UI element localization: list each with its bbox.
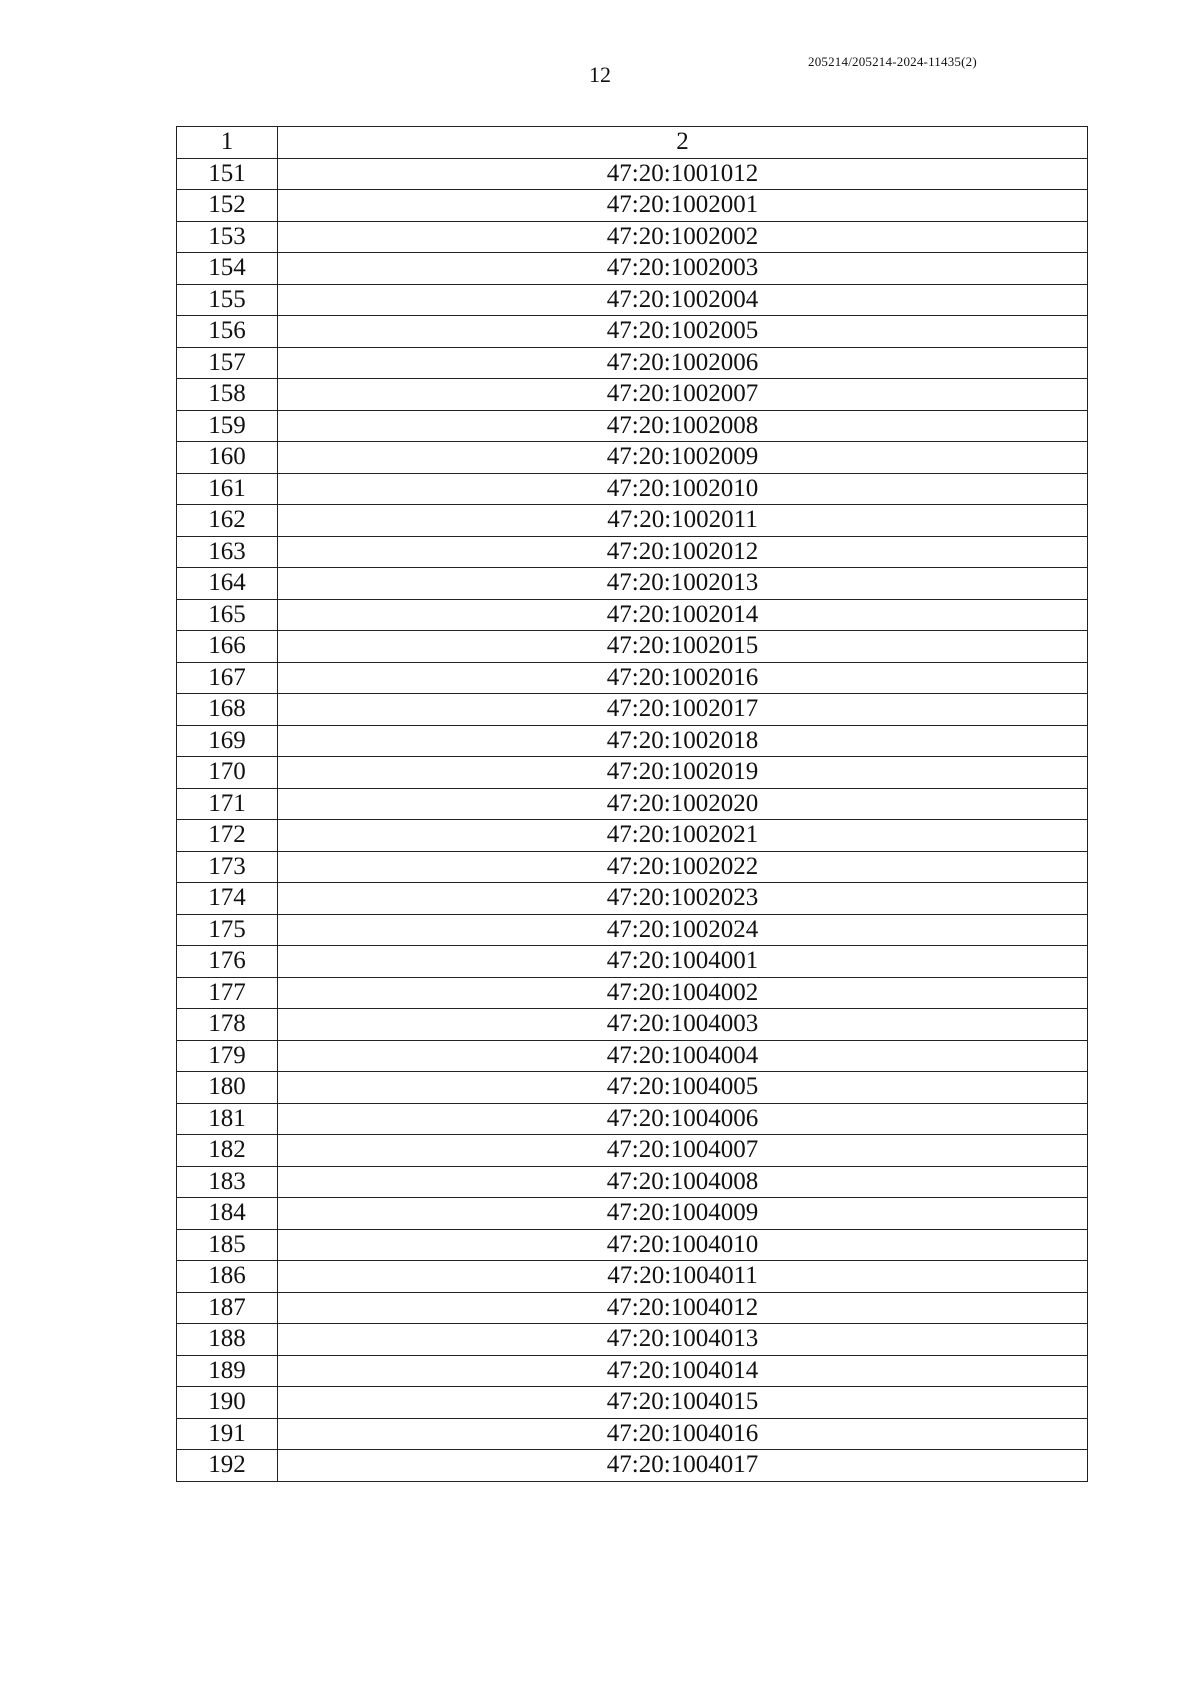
row-number-cell: 170 xyxy=(177,757,278,789)
table-row xyxy=(177,316,1088,348)
cadastral-number-cell: 47:20:1004017 xyxy=(278,1450,1088,1482)
cadastral-number-cell: 47:20:1002005 xyxy=(278,316,1088,348)
table-row xyxy=(177,379,1088,411)
cadastral-number-cell: 47:20:1004004 xyxy=(278,1040,1088,1072)
cadastral-number-cell: 47:20:1002003 xyxy=(278,253,1088,285)
row-number-cell: 167 xyxy=(177,662,278,694)
table-row xyxy=(177,442,1088,474)
cadastral-number-cell: 47:20:1002014 xyxy=(278,599,1088,631)
table-row xyxy=(177,284,1088,316)
row-number-cell: 156 xyxy=(177,316,278,348)
cadastral-number-cell: 47:20:1002024 xyxy=(278,914,1088,946)
document-reference: 205214/205214-2024-11435(2) xyxy=(808,54,977,69)
row-number-cell: 173 xyxy=(177,851,278,883)
table-row xyxy=(177,1135,1088,1167)
row-number-cell: 187 xyxy=(177,1292,278,1324)
cadastral-number-cell: 47:20:1002001 xyxy=(278,190,1088,222)
row-number-cell: 174 xyxy=(177,883,278,915)
table-row xyxy=(177,1355,1088,1387)
cadastral-number-cell: 47:20:1004001 xyxy=(278,946,1088,978)
cadastral-number-cell: 47:20:1002010 xyxy=(278,473,1088,505)
table-row xyxy=(177,1387,1088,1419)
table-row xyxy=(177,851,1088,883)
row-number-cell: 162 xyxy=(177,505,278,537)
table-row xyxy=(177,190,1088,222)
cadastral-number-cell: 47:20:1002018 xyxy=(278,725,1088,757)
table-row xyxy=(177,347,1088,379)
row-number-cell: 169 xyxy=(177,725,278,757)
table-row xyxy=(177,410,1088,442)
column-header: 1 xyxy=(177,127,278,159)
row-number-cell: 180 xyxy=(177,1072,278,1104)
row-number-cell: 183 xyxy=(177,1166,278,1198)
table-row xyxy=(177,977,1088,1009)
row-number-cell: 185 xyxy=(177,1229,278,1261)
table-row xyxy=(177,599,1088,631)
cadastral-number-cell: 47:20:1002008 xyxy=(278,410,1088,442)
row-number-cell: 152 xyxy=(177,190,278,222)
table-row xyxy=(177,1198,1088,1230)
column-header: 2 xyxy=(278,127,1088,159)
row-number-cell: 160 xyxy=(177,442,278,474)
row-number-cell: 165 xyxy=(177,599,278,631)
cadastral-number-cell: 47:20:1002022 xyxy=(278,851,1088,883)
row-number-cell: 163 xyxy=(177,536,278,568)
row-number-cell: 182 xyxy=(177,1135,278,1167)
table-row xyxy=(177,914,1088,946)
cadastral-number-cell: 47:20:1004011 xyxy=(278,1261,1088,1293)
cadastral-number-cell: 47:20:1002021 xyxy=(278,820,1088,852)
cadastral-number-cell: 47:20:1004003 xyxy=(278,1009,1088,1041)
table-row xyxy=(177,1324,1088,1356)
cadastral-number-cell: 47:20:1002004 xyxy=(278,284,1088,316)
row-number-cell: 154 xyxy=(177,253,278,285)
row-number-cell: 158 xyxy=(177,379,278,411)
table-row xyxy=(177,757,1088,789)
row-number-cell: 171 xyxy=(177,788,278,820)
cadastral-number-cell: 47:20:1002012 xyxy=(278,536,1088,568)
row-number-cell: 164 xyxy=(177,568,278,600)
row-number-cell: 175 xyxy=(177,914,278,946)
row-number-cell: 157 xyxy=(177,347,278,379)
table-row xyxy=(177,1261,1088,1293)
table-row xyxy=(177,1292,1088,1324)
row-number-cell: 166 xyxy=(177,631,278,663)
row-number-cell: 172 xyxy=(177,820,278,852)
table-row xyxy=(177,1009,1088,1041)
table-row xyxy=(177,253,1088,285)
row-number-cell: 179 xyxy=(177,1040,278,1072)
cadastral-number-cell: 47:20:1004014 xyxy=(278,1355,1088,1387)
cadastral-number-cell: 47:20:1004002 xyxy=(278,977,1088,1009)
table-row xyxy=(177,1103,1088,1135)
cadastral-number-cell: 47:20:1004016 xyxy=(278,1418,1088,1450)
cadastral-number-cell: 47:20:1004009 xyxy=(278,1198,1088,1230)
cadastral-number-cell: 47:20:1004005 xyxy=(278,1072,1088,1104)
table-row xyxy=(177,946,1088,978)
row-number-cell: 178 xyxy=(177,1009,278,1041)
table-row xyxy=(177,1229,1088,1261)
row-number-cell: 176 xyxy=(177,946,278,978)
table-body xyxy=(177,158,1088,1481)
page-number: 12 xyxy=(589,62,611,87)
cadastral-number-cell: 47:20:1004006 xyxy=(278,1103,1088,1135)
table-row xyxy=(177,820,1088,852)
cadastral-number-cell: 47:20:1004013 xyxy=(278,1324,1088,1356)
table-row xyxy=(177,1450,1088,1482)
table-row xyxy=(177,662,1088,694)
row-number-cell: 192 xyxy=(177,1450,278,1482)
cadastral-number-cell: 47:20:1004012 xyxy=(278,1292,1088,1324)
row-number-cell: 155 xyxy=(177,284,278,316)
table-row xyxy=(177,1418,1088,1450)
cadastral-number-cell: 47:20:1002011 xyxy=(278,505,1088,537)
table-row xyxy=(177,1040,1088,1072)
row-number-cell: 161 xyxy=(177,473,278,505)
table-row xyxy=(177,473,1088,505)
row-number-cell: 188 xyxy=(177,1324,278,1356)
row-number-cell: 151 xyxy=(177,158,278,190)
table-row xyxy=(177,568,1088,600)
table-row xyxy=(177,788,1088,820)
cadastral-number-cell: 47:20:1002002 xyxy=(278,221,1088,253)
cadastral-number-cell: 47:20:1002015 xyxy=(278,631,1088,663)
table-row xyxy=(177,536,1088,568)
table-row xyxy=(177,725,1088,757)
cadastral-number-cell: 47:20:1004015 xyxy=(278,1387,1088,1419)
table-row xyxy=(177,505,1088,537)
cadastral-number-cell: 47:20:1002013 xyxy=(278,568,1088,600)
table-row xyxy=(177,1166,1088,1198)
row-number-cell: 190 xyxy=(177,1387,278,1419)
cadastral-number-cell: 47:20:1002017 xyxy=(278,694,1088,726)
cadastral-number-cell: 47:20:1004007 xyxy=(278,1135,1088,1167)
row-number-cell: 189 xyxy=(177,1355,278,1387)
cadastral-number-cell: 47:20:1002019 xyxy=(278,757,1088,789)
table-row xyxy=(177,158,1088,190)
row-number-cell: 153 xyxy=(177,221,278,253)
cadastral-number-cell: 47:20:1001012 xyxy=(278,158,1088,190)
cadastral-number-cell: 47:20:1004010 xyxy=(278,1229,1088,1261)
row-number-cell: 186 xyxy=(177,1261,278,1293)
cadastral-number-cell: 47:20:1002023 xyxy=(278,883,1088,915)
cadastral-table xyxy=(176,126,1088,1482)
row-number-cell: 184 xyxy=(177,1198,278,1230)
cadastral-number-cell: 47:20:1002009 xyxy=(278,442,1088,474)
table-row xyxy=(177,694,1088,726)
row-number-cell: 159 xyxy=(177,410,278,442)
cadastral-number-cell: 47:20:1002007 xyxy=(278,379,1088,411)
cadastral-number-cell: 47:20:1004008 xyxy=(278,1166,1088,1198)
table-row xyxy=(177,221,1088,253)
row-number-cell: 177 xyxy=(177,977,278,1009)
row-number-cell: 191 xyxy=(177,1418,278,1450)
cadastral-number-cell: 47:20:1002016 xyxy=(278,662,1088,694)
cadastral-number-cell: 47:20:1002020 xyxy=(278,788,1088,820)
table-row xyxy=(177,631,1088,663)
table-row xyxy=(177,883,1088,915)
table-header-row xyxy=(177,127,1088,159)
row-number-cell: 168 xyxy=(177,694,278,726)
cadastral-number-cell: 47:20:1002006 xyxy=(278,347,1088,379)
row-number-cell: 181 xyxy=(177,1103,278,1135)
table-row xyxy=(177,1072,1088,1104)
